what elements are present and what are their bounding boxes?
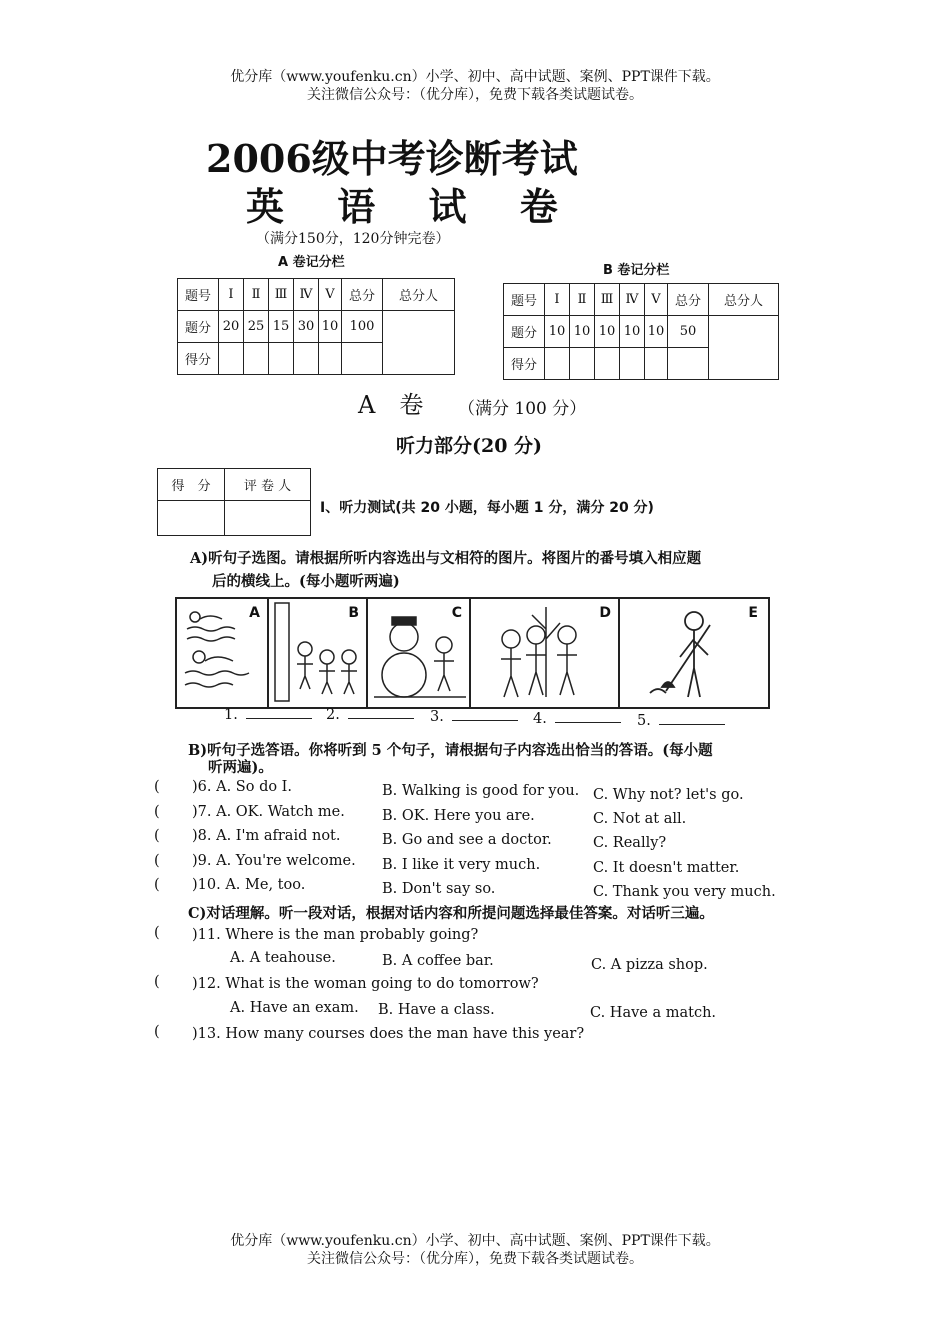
answer-paren[interactable]: ( [154,877,160,893]
score-cell[interactable] [319,343,342,375]
header-cell: Ⅴ [319,279,342,311]
points-cell: 20 [219,311,244,343]
score-cell[interactable] [244,343,269,375]
answer-paren[interactable]: ( [154,804,160,820]
picture-d [469,597,623,709]
score-table-a [177,278,455,375]
row-label: 得分 [504,348,545,380]
header-cell: 总分人 [709,284,779,316]
answer-line[interactable] [246,718,312,719]
part-b-instruction-2: 听两遍)。 [208,759,273,776]
row-label: 题分 [178,311,219,343]
question-7: )7. A. OK. Watch me. [192,804,345,820]
footer-line-2: 关注微信公众号：（优分库），免费下载各类试题试卷。 [307,1251,643,1267]
points-cell: 50 [668,316,709,348]
listening-heading: 听力部分(20 分) [396,435,543,457]
section-a-title: A 卷 [358,391,424,419]
score-cell[interactable] [668,348,709,380]
part-a-instruction-2: 后的横线上。(每小题听两遍) [212,573,400,590]
option-b: B. I like it very much. [382,857,541,873]
header-cell: 总分人 [383,279,455,311]
part1-title: Ⅰ、听力测试(共 20 小题，每小题 1 分，满分 20 分) [320,500,654,516]
header-line-1: 优分库（www.youfenku.cn）小学、初中、高中试题、案例、PPT课件下载。 [230,69,720,85]
option-b: B. Have a class. [378,1002,495,1018]
picture-label: B [348,605,359,621]
grader-reviewer-cell[interactable] [225,501,311,536]
row-label: 得分 [178,343,219,375]
option-b: B. A coffee bar. [382,953,494,969]
score-a-caption: A 卷记分栏 [278,255,345,270]
answer-line[interactable] [348,718,414,719]
header-cell: Ⅴ [645,284,668,316]
blank-1[interactable] [224,707,312,723]
part-a-instruction-1: A)听句子选图。请根据所听内容选出与文相符的图片。将图片的番号填入相应题 [190,550,702,567]
header-cell: 题号 [178,279,219,311]
header-cell: Ⅰ [219,279,244,311]
score-cell[interactable] [645,348,668,380]
option-b: B. OK. Here you are. [382,808,535,824]
header-line-2: 关注微信公众号：（优分库），免费下载各类试题试卷。 [307,87,643,103]
answer-line[interactable] [452,720,518,721]
option-c: C. Really? [593,835,667,851]
row-label: 题分 [504,316,545,348]
question-10: )10. A. Me, too. [192,877,306,893]
option-c: C. Not at all. [593,811,687,827]
question-13: )13. How many courses does the man have this year? [192,1026,585,1042]
score-cell[interactable] [219,343,244,375]
blank-number: 3. [430,709,444,725]
score-cell[interactable] [620,348,645,380]
answer-paren[interactable]: ( [154,828,160,844]
score-table-b [503,283,779,380]
picture-label: E [748,605,758,621]
answer-line[interactable] [555,722,621,723]
option-b: B. Walking is good for you. [382,783,580,799]
option-c: C. Why not? let's go. [593,787,744,803]
picture-c [366,597,474,709]
picture-label: A [249,605,260,621]
score-cell[interactable] [595,348,620,380]
points-cell: 10 [545,316,570,348]
picture-e [618,597,770,709]
points-cell: 100 [342,311,383,343]
blank-4[interactable] [533,711,621,727]
header-cell: 题号 [504,284,545,316]
section-a-note: （满分 100 分） [458,399,587,419]
question-11: )11. Where is the man probably going? [192,927,479,943]
header-cell: Ⅳ [294,279,319,311]
option-a: A. A teahouse. [230,950,336,966]
points-cell: 10 [570,316,595,348]
digging-man-icon [620,599,768,707]
score-cell[interactable] [342,343,383,375]
option-b: B. Don't say so. [382,881,496,897]
grader-score-cell[interactable] [158,501,225,536]
footer-line-1: 优分库（www.youfenku.cn）小学、初中、高中试题、案例、PPT课件下载。 [230,1233,720,1249]
header-cell: Ⅳ [620,284,645,316]
picture-label: C [451,605,462,621]
blank-2[interactable] [326,707,414,723]
exam-title: 2006级中考诊断考试 [206,136,578,181]
answer-paren[interactable]: ( [154,779,160,795]
points-cell: 10 [319,311,342,343]
question-8: )8. A. I'm afraid not. [192,828,341,844]
exam-subtitle: 英 语 试 卷 [246,184,578,229]
points-cell: 10 [595,316,620,348]
picture-a [175,597,272,709]
blank-number: 5. [637,713,651,729]
answer-paren[interactable]: ( [154,853,160,869]
score-cell[interactable] [570,348,595,380]
option-b: B. Go and see a doctor. [382,832,552,848]
header-cell: Ⅱ [570,284,595,316]
header-cell: Ⅲ [269,279,294,311]
blank-number: 1. [224,707,238,723]
question-9: )9. A. You're welcome. [192,853,356,869]
total-grader-cell[interactable] [709,316,779,380]
answer-paren[interactable]: ( [154,974,160,990]
picture-label: D [599,605,611,621]
blank-number: 4. [533,711,547,727]
points-cell: 30 [294,311,319,343]
option-c: C. Thank you very much. [593,884,776,900]
score-b-caption: B 卷记分栏 [603,263,670,278]
picture-b [267,597,371,709]
question-12: )12. What is the woman going to do tomorrow? [192,976,539,992]
blank-3[interactable] [430,709,518,725]
points-cell: 10 [620,316,645,348]
exam-note: （满分150分，120分钟完卷） [256,231,450,247]
total-grader-cell[interactable] [383,311,455,375]
part-b-instruction-1: B)听句子选答语。你将听到 5 个句子，请根据句子内容选出恰当的答语。(每小题 [188,742,713,759]
header-cell: Ⅰ [545,284,570,316]
points-cell: 25 [244,311,269,343]
option-a: A. Have an exam. [230,1000,359,1016]
blank-5[interactable] [637,713,725,729]
score-cell[interactable] [545,348,570,380]
option-c: C. Have a match. [590,1005,717,1021]
blank-number: 2. [326,707,340,723]
part-c-instruction: C)对话理解。听一段对话，根据对话内容和所提问题选择最佳答案。对话听三遍。 [188,905,714,922]
grader-box [157,468,311,536]
grader-score-label: 得 分 [158,469,225,501]
header-cell: 总分 [342,279,383,311]
header-cell: Ⅱ [244,279,269,311]
grader-reviewer-label: 评 卷 人 [225,469,311,501]
points-cell: 15 [269,311,294,343]
header-cell: Ⅲ [595,284,620,316]
answer-paren[interactable]: ( [154,925,160,941]
option-c: C. It doesn't matter. [593,860,740,876]
score-cell[interactable] [269,343,294,375]
answer-line[interactable] [659,724,725,725]
answer-paren[interactable]: ( [154,1024,160,1040]
score-cell[interactable] [294,343,319,375]
question-6: )6. A. So do I. [192,779,293,795]
points-cell: 10 [645,316,668,348]
option-c: C. A pizza shop. [591,957,708,973]
header-cell: 总分 [668,284,709,316]
